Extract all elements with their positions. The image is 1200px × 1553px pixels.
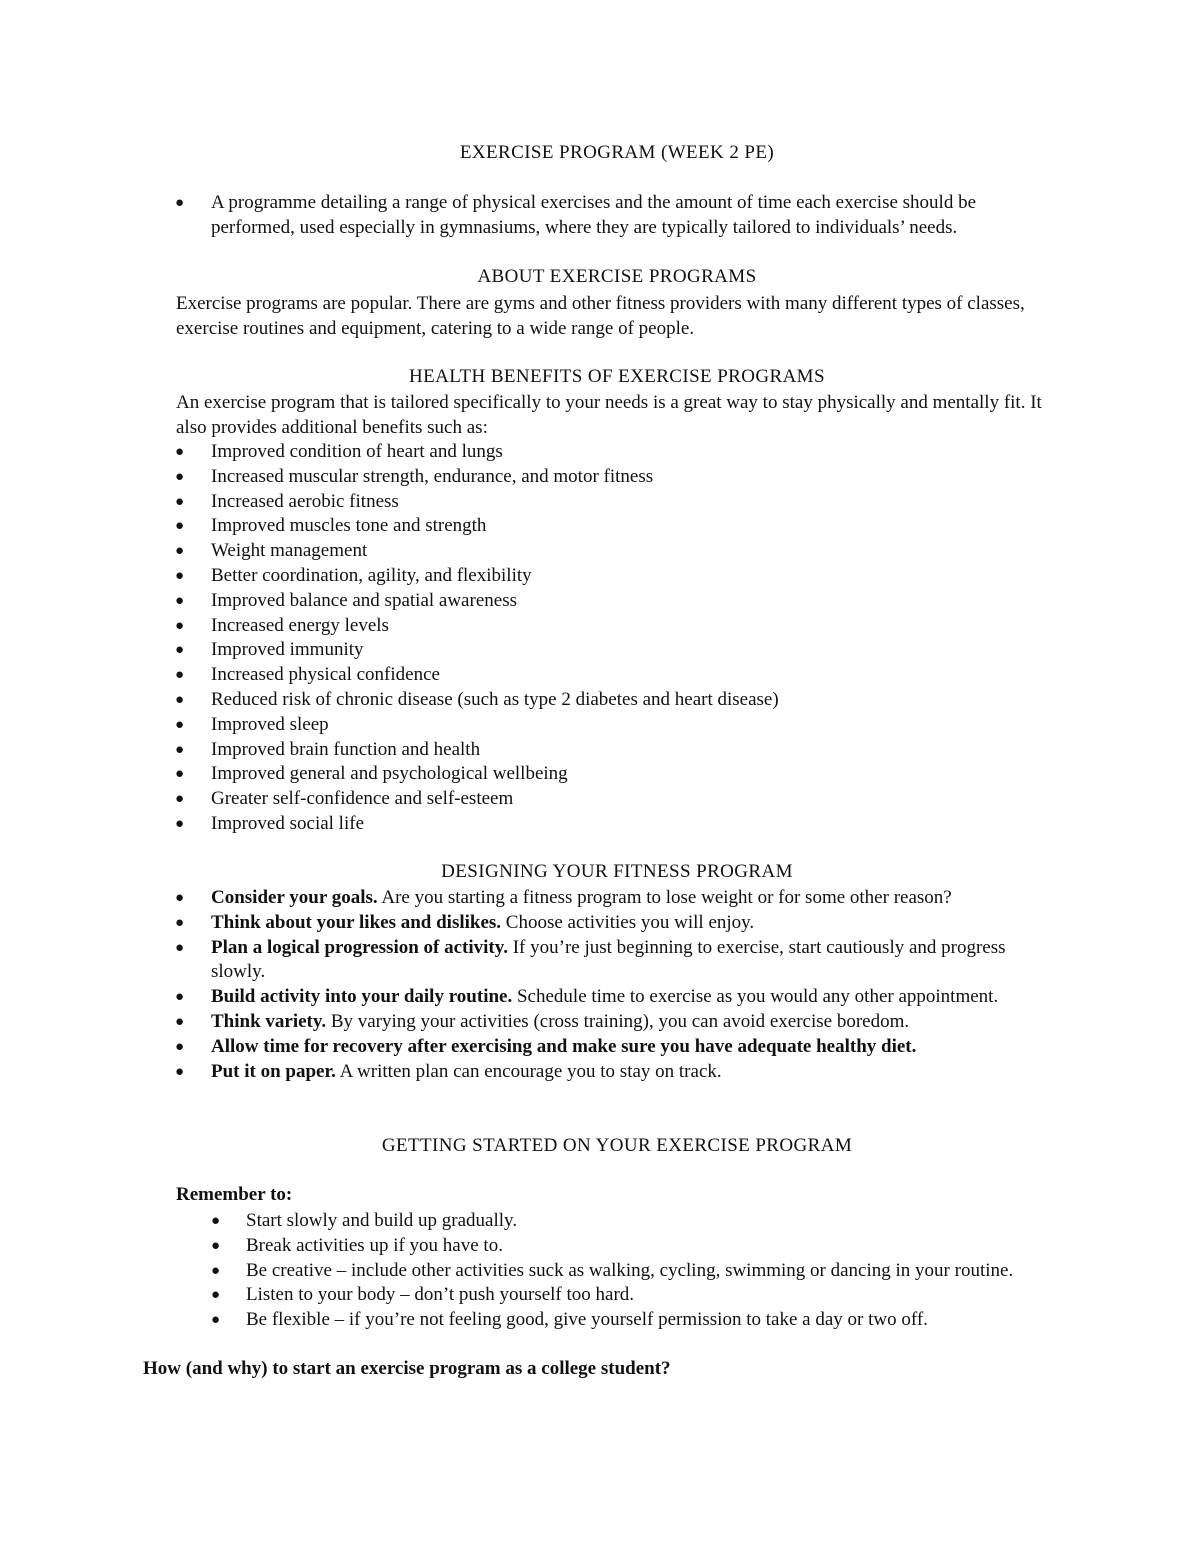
bullet-icon: ● xyxy=(175,890,185,906)
list-item-bold-lead: Build activity into your daily routine. xyxy=(211,986,513,1008)
bullet-icon: ● xyxy=(175,939,185,956)
bullet-icon: ● xyxy=(175,617,185,634)
list-item-text: Improved muscles tone and strength xyxy=(211,515,487,537)
list-item-text: A programme detailing a range of physical exercises and the amount of time each exercise should be performed, used especially in gymnasiums, where they are typically tailored to individuals’ needs. xyxy=(211,192,977,238)
list-item xyxy=(211,1209,1066,1234)
about-paragraph: Exercise programs are popular. There are gyms and other fitness providers with many different types of classes, exercise routines and equipment, catering to a wide range of people. xyxy=(176,293,1025,339)
list-item-text: Reduced risk of chronic disease (such as type 2 diabetes and heart disease) xyxy=(211,688,779,710)
section-heading-designing: DESIGNING YOUR FITNESS PROGRAM xyxy=(441,861,793,882)
designing-list xyxy=(175,886,1061,1084)
list-item-text: Increased physical confidence xyxy=(211,664,440,686)
list-item xyxy=(175,490,1071,515)
list-item xyxy=(175,589,1071,614)
section-heading-getting-started: GETTING STARTED ON YOUR EXERCISE PROGRAM xyxy=(381,1135,853,1156)
list-item-bold-lead: Consider your goals. xyxy=(211,887,378,908)
list-item xyxy=(175,1060,1061,1085)
bullet-icon: ● xyxy=(175,914,185,931)
list-item xyxy=(175,762,1071,787)
bullet-icon: ● xyxy=(175,667,185,684)
list-item xyxy=(175,738,1071,763)
list-item-text: Better coordination, agility, and flexibility xyxy=(211,564,532,586)
bullet-icon: ● xyxy=(211,1287,221,1304)
list-item-bold-lead: Plan a logical progression of activity. xyxy=(211,936,508,958)
list-item xyxy=(175,688,1071,713)
remember-label: Remember to: xyxy=(176,1184,293,1205)
bullet-icon: ● xyxy=(175,1013,185,1030)
list-item-text: Start slowly and build up gradually. xyxy=(246,1210,518,1231)
list-item-text: Schedule time to exercise as you would any other appointment. xyxy=(512,986,999,1008)
bullet-icon: ● xyxy=(175,1038,185,1055)
bullet-icon: ● xyxy=(175,567,185,584)
list-item-text: Improved balance and spatial awareness xyxy=(211,589,517,611)
list-item xyxy=(175,440,1071,465)
bullet-icon: ● xyxy=(175,592,185,609)
list-item-text: Improved brain function and health xyxy=(211,738,481,760)
list-item xyxy=(175,787,1071,812)
list-item xyxy=(211,1234,1066,1259)
list-item xyxy=(211,1259,1066,1284)
list-item xyxy=(175,886,1061,911)
list-item xyxy=(175,985,1061,1010)
list-item xyxy=(175,564,1071,589)
list-item-text: A written plan can encourage you to stay on track. xyxy=(335,1060,722,1082)
list-item-text: Choose activities you will enjoy. xyxy=(501,911,755,933)
section-heading-benefits: HEALTH BENEFITS OF EXERCISE PROGRAMS xyxy=(409,366,825,387)
list-item-bold-lead: Put it on paper. xyxy=(211,1060,336,1082)
list-item-text: Be flexible – if you’re not feeling good, give yourself permission to take a day or two off. xyxy=(246,1309,928,1331)
list-item xyxy=(175,1035,1061,1060)
list-item-text: Weight management xyxy=(211,540,368,562)
closing-question: How (and why) to start an exercise program as a college student? xyxy=(143,1358,671,1379)
list-item-text: If you’re just beginning to exercise, start cautiously and progress slowly. xyxy=(211,936,1006,983)
list-item-text: Greater self-confidence and self-esteem xyxy=(211,788,514,810)
list-item-text: Increased aerobic fitness xyxy=(211,490,399,512)
bullet-icon: ● xyxy=(175,195,185,211)
bullet-icon: ● xyxy=(175,691,185,708)
document-title: EXERCISE PROGRAM (WEEK 2 PE) xyxy=(459,142,775,163)
bullet-icon: ● xyxy=(175,766,185,783)
list-item xyxy=(211,1308,1066,1333)
list-item-text: Improved general and psychological wellbeing xyxy=(211,763,568,785)
list-item-text: Improved sleep xyxy=(211,713,329,735)
list-item xyxy=(211,1283,1066,1308)
list-item xyxy=(175,713,1071,738)
list-item-bold-lead: Think variety. xyxy=(211,1010,327,1032)
list-item-text: By varying your activities (cross training), you can avoid exercise boredom. xyxy=(326,1010,910,1032)
list-item xyxy=(175,663,1071,688)
list-item xyxy=(175,1010,1061,1035)
list-item-text: Increased energy levels xyxy=(211,614,389,636)
bullet-icon: ● xyxy=(175,1063,185,1080)
bullet-icon: ● xyxy=(175,989,185,1006)
bullet-icon: ● xyxy=(211,1312,221,1329)
list-item xyxy=(175,514,1071,539)
intro-bullet-list xyxy=(175,191,1061,241)
bullet-icon: ● xyxy=(175,543,185,560)
list-item xyxy=(175,936,1061,986)
list-item-text: Improved social life xyxy=(211,812,365,834)
list-item-text: Listen to your body – don’t push yourself too hard. xyxy=(246,1284,635,1306)
list-item xyxy=(175,812,1071,837)
bullet-icon: ● xyxy=(175,493,185,510)
list-item xyxy=(175,465,1071,490)
bullet-icon: ● xyxy=(175,444,185,460)
bullet-icon: ● xyxy=(211,1262,221,1279)
bullet-icon: ● xyxy=(175,741,185,758)
list-item-bold-lead: Allow time for recovery after exercising and make sure you have adequate healthy diet. xyxy=(211,1035,917,1057)
list-item-text: Be creative – include other activities suck as walking, cycling, swimming or dancing in your routine. xyxy=(246,1259,1014,1281)
bullet-icon: ● xyxy=(175,716,185,733)
list-item xyxy=(175,614,1071,639)
list-item xyxy=(175,911,1061,936)
list-item-bold-lead: Think about your likes and dislikes. xyxy=(211,911,502,933)
bullet-icon: ● xyxy=(175,791,185,808)
list-item-text: Improved immunity xyxy=(211,639,364,661)
list-item xyxy=(175,638,1071,663)
bullet-icon: ● xyxy=(175,518,185,535)
list-item xyxy=(175,539,1071,564)
bullet-icon: ● xyxy=(175,468,185,485)
list-item-text: Are you starting a fitness program to lose weight or for some other reason? xyxy=(377,887,952,908)
bullet-icon: ● xyxy=(211,1213,221,1229)
list-item-text: Improved condition of heart and lungs xyxy=(211,441,503,462)
bullet-icon: ● xyxy=(211,1237,221,1254)
getting-started-list xyxy=(211,1209,1066,1333)
list-item xyxy=(175,191,1061,241)
list-item-text: Break activities up if you have to. xyxy=(246,1234,503,1256)
section-heading-about: ABOUT EXERCISE PROGRAMS xyxy=(477,266,757,287)
bullet-icon: ● xyxy=(175,642,185,659)
benefits-paragraph: An exercise program that is tailored specifically to your needs is a great way to stay physically and mentally fit. It also provides additional benefits such as: xyxy=(176,392,1042,438)
list-item-text: Increased muscular strength, endurance, and motor fitness xyxy=(211,465,654,487)
bullet-icon: ● xyxy=(175,815,185,832)
benefits-list xyxy=(175,440,1071,837)
